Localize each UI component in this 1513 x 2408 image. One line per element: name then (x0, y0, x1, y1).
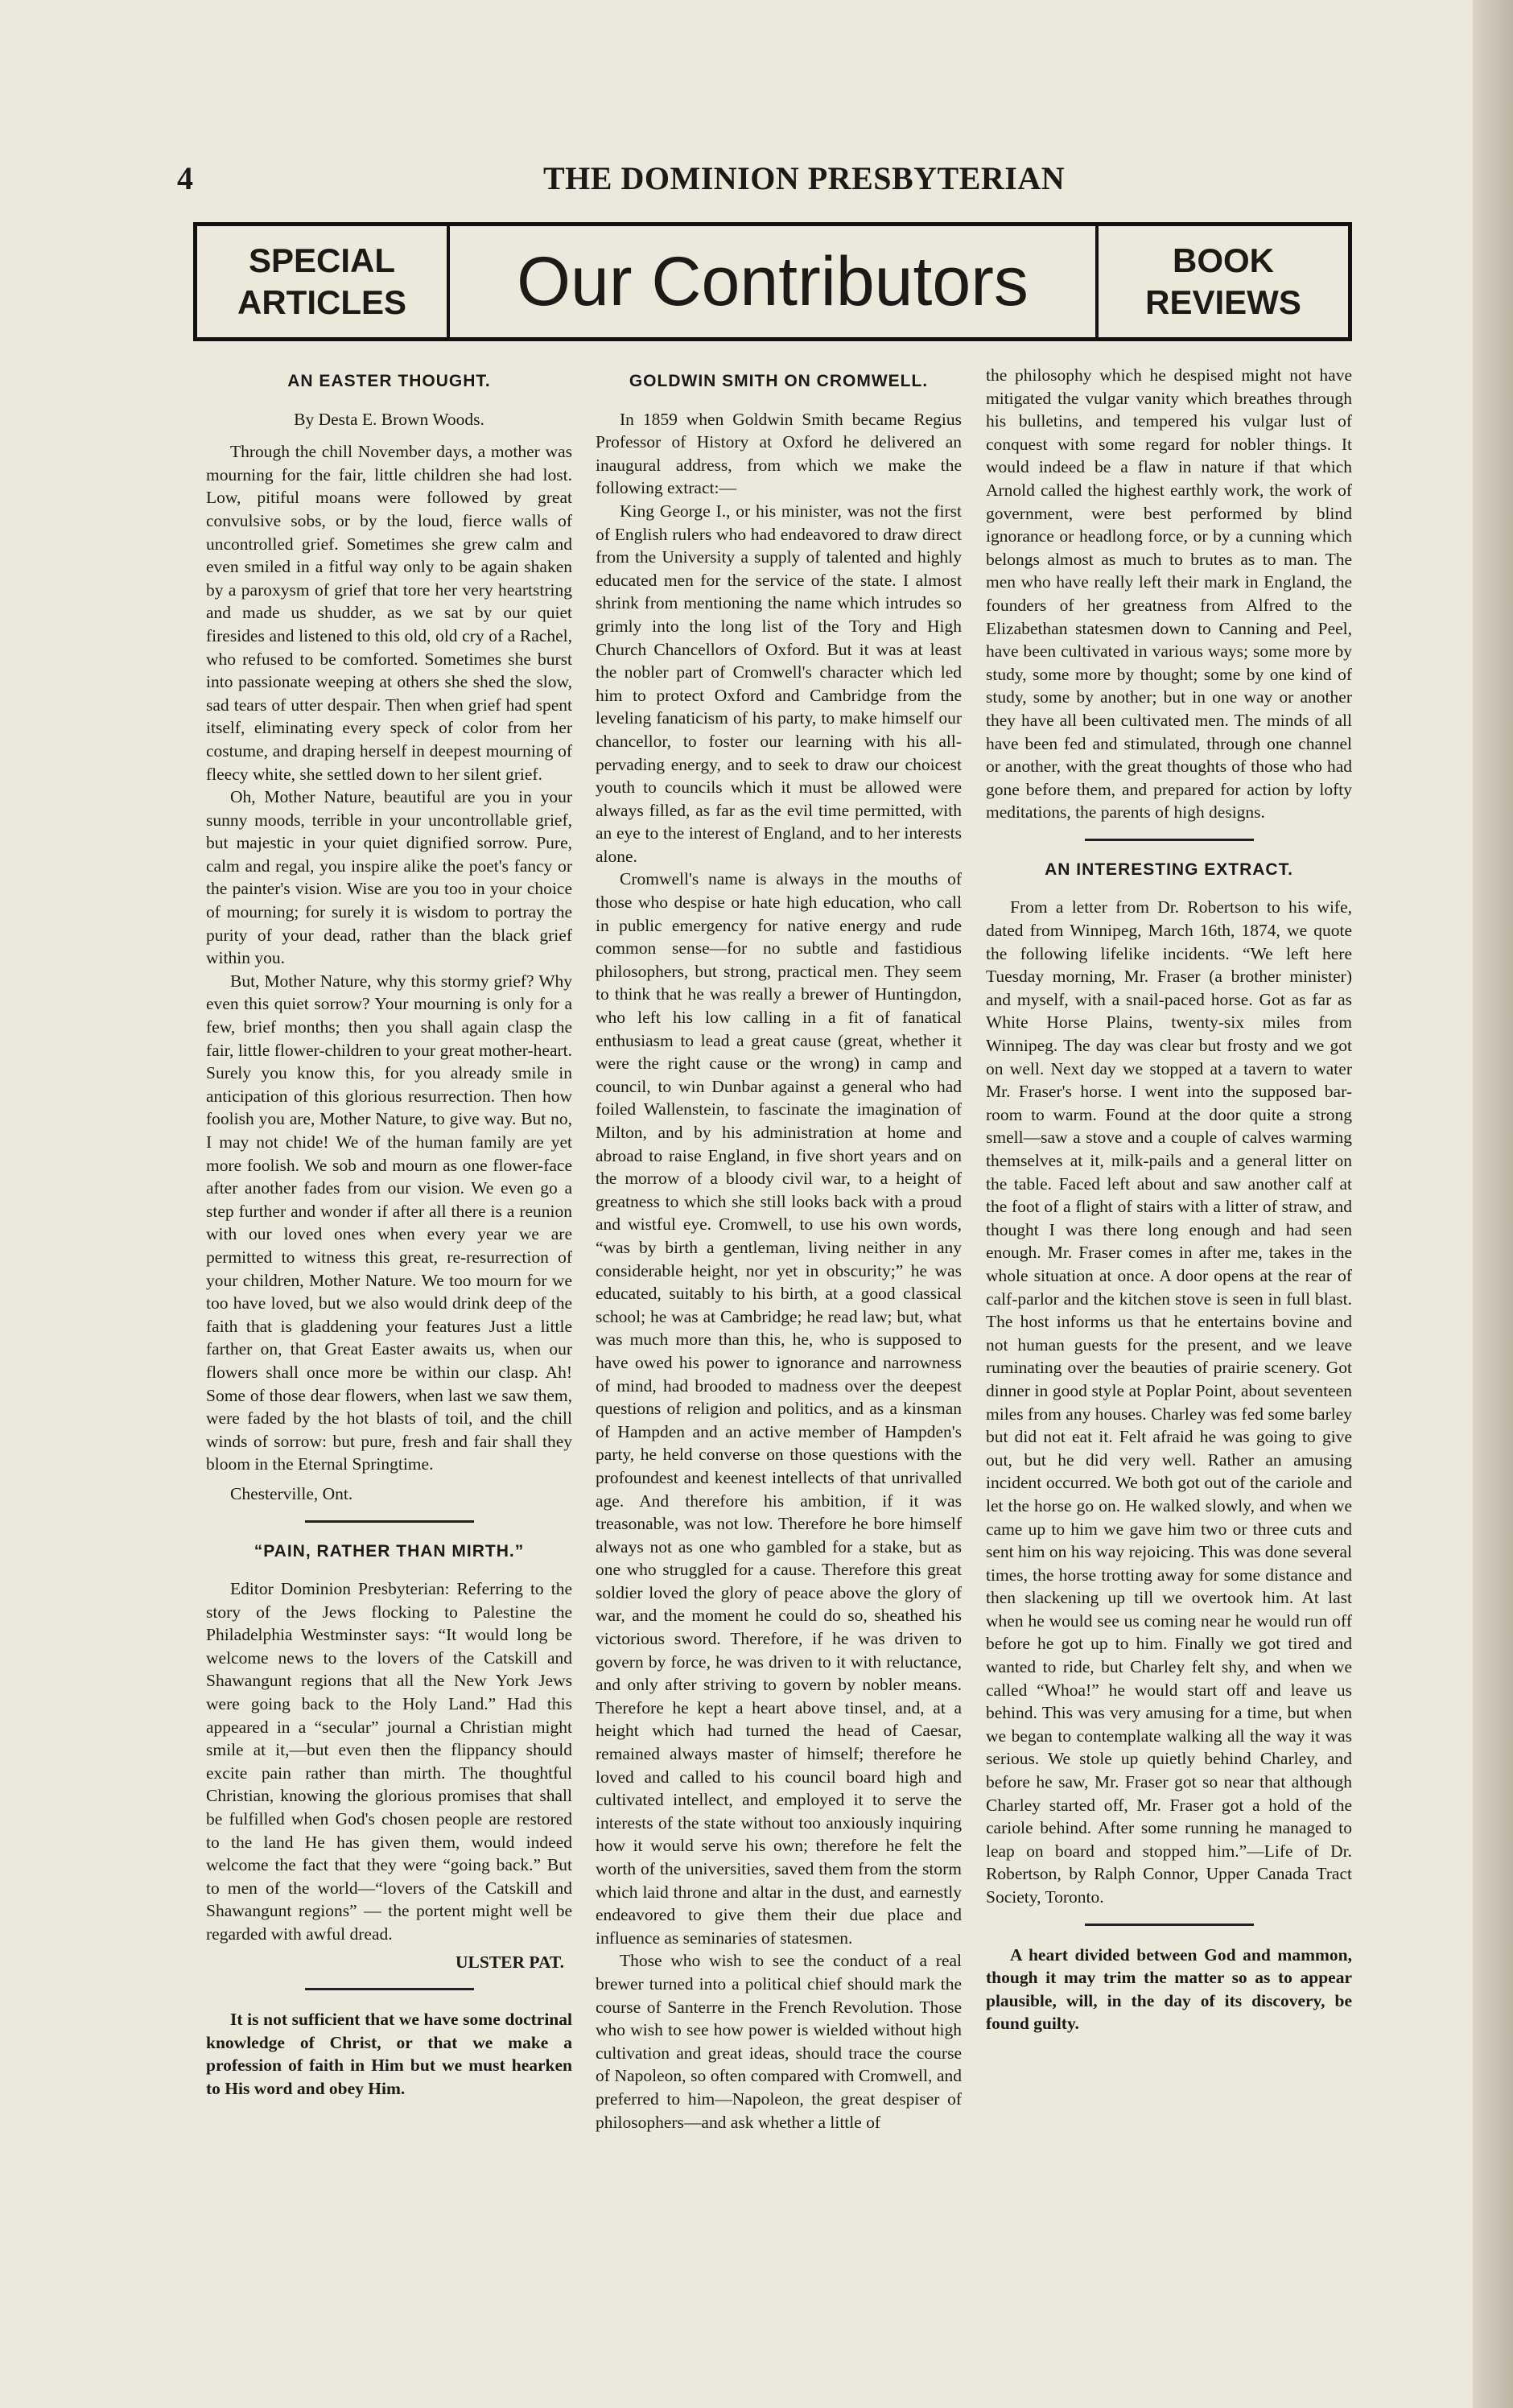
page-number: 4 (177, 160, 193, 196)
newspaper-title: THE DOMINION PRESBYTERIAN (543, 160, 1066, 196)
paragraph: But, Mother Nature, why this stormy grief? Why even this quiet sorrow? Your mourning is only for a few, brief months; then you shall again clasp the fair, little flower-children to your great mother-heart. Surely you know this, for you already smile in anticipation of this glorious resurrection. Then how foolish you are, Mother Nature, to give way. But no, I may not chide! We of the human family are yet more foolish. We sob and mourn as one flower-face after another fades from our vision. We even go a step further and wonder if after all there is a reunion with our loved ones when every year we are permitted to witness this great, re-resurrection of your children, Mother Nature. We too mourn for we too have loved, but we also would drink deep of the faith that is gladdening your features Just a little farther on, that Great Easter awaits us, when our flowers shall once more be within our clasp. Ah! Some of those dear flowers, when last we saw them, were faded by the hot blasts of toil, and the chill winds of sorrow: but pure, fresh and fair shall they bloom in the Eternal Springtime. (206, 971, 572, 1474)
paragraph-continued: the philosophy which he despised might not have mitigated the vulgar vanity which breathes through his bulletins, and tempered his vulgar lust of conquest with some regard for nobler things. It would indeed be a flaw in nature if that which Arnold called the highest earthly work, the work of government, were best performed by blind ignorance or headlong force, or by a cunning which belongs almost as much to brutes as to man. The men who have really left their mark in England, the founders of her greatness from Alfred to the Elizabethan statesmen down to Canning and Peel, have been cultivated in various ways; some more by study, some more by thought; some by one kind of study, some by another; but in one way or another they have all been cultivated men. The minds of all have been fed and stimulated, through one channel or another, with the great thoughts of those who had gone before them, and prepared for action by lofty meditations, the parents of high designs. (986, 365, 1352, 823)
paragraph: From a letter from Dr. Robertson to his wife, dated from Winnipeg, March 16th, 1874, we quote the following lifelike incidents. “We left here Tuesday morning, Mr. Fraser (a brother minister) and myself, with a snail-paced horse. Got as far as White Horse Plains, twenty-six miles from Winnipeg. The day was clear but frosty and we got on well. Next day we stopped at a tavern to water Mr. Fraser's horse. I went into the supposed bar-room to warm. Found at the door quite a strong smell—saw a stove and a couple of calves warming themselves at it, milk-pails and a general litter on the table. Faced left about and saw another calf at the foot of a flight of stairs with a litter of straw, and thought I was there long enough and had seen enough. Mr. Fraser comes in after me, takes in the whole situation at once. A door opens at the rear of calf-parlor and the kitchen stove is seen in full blast. The host informs us that he entertains bovine and not human guests for the present, and we leave ruminating over the beauties of prairie scenery. Got dinner in good style at Poplar Point, about seventeen miles from any houses. Charley was fed some barley but did not eat it. Felt afraid he was going to give out, but he did very well. Rather an amusing incident occurred. We both got out of the cariole and let the horse go on. He walked slowly, and when we came up to him we gave him two or three cuts and sent him on his way rejoicing. This was done several times, the horse trotting away for some distance and then slackening up till we overtook him. At last when he would see us coming near he would run off before he got up to him. Finally we got tired and wanted to ride, but Charley felt shy, and when we called “Whoa!” he would start off and leave us behind. This was very amusing for a time, but when we began to contemplate walking all the way it was serious. We stole up quietly behind Charley, and before he saw, Mr. Fraser got so near that although Charley started off, Mr. Fraser got a hold of the cariole behind. After some running he managed to leap on board and stopped him.”—Life of Dr. Robertson, by Ralph Connor, Upper Canada Tract Society, Toronto. (986, 897, 1352, 1907)
section-divider (305, 1988, 474, 1990)
column-middle (596, 364, 962, 2134)
paragraph: King George I., or his minister, was not the first of English rulers who had endeavored to draw direct from the University a supply of talented and highly educated men for the service of the state. I almost shrink from mentioning the name which intrudes so grimly into the long list of the Tory and High Church Chancellors of Oxford. But it was at least the nobler part of Cromwell's character which led him to protect Oxford and Cambridge from the leveling fanaticism of his party, to make himself our chancellor, to foster our learning with his all-pervading energy, and to seek to draw our choicest youth to councils which it must be allowed were always filled, as far as the evil time permitted, with an eye to the interest of England, and to her interests alone. (596, 501, 962, 866)
paragraph: Those who wish to see the conduct of a real brewer turned into a political chief should mark the course of Santerre in the French Revolution. Those who wish to see how power is wielded without high cultivation and great ideas, should trace the course of Napoleon, so often compared with Cromwell, and preferred to him—Napoleon, the great despiser of philosophers—and ask whether a little of (596, 1951, 962, 2132)
banner-special-articles (197, 226, 450, 337)
paragraph: Oh, Mother Nature, beautiful are you in your sunny moods, terrible in your uncontrollable grief, but majestic in your quiet dignified sorrow. Pure, calm and regal, you inspire alike the poet's fancy or the painter's vision. Wise are you too in your choice of mourning; for surely it is wisdom to portray the purity of your dead, rather than the black grief within you. (206, 787, 572, 968)
column-left (206, 364, 572, 2101)
paragraph: Cromwell's name is always in the mouths of those who despise or hate high education, who call in public emergency for native energy and rude common sense—for no subtle and fastidious philosophers, but strong, practical men. They seem to think that he was really a brewer of Huntingdon, who left his low calling in a fit of fanatical enthusiasm to lead a great cause (great, whether it were the right cause or the wrong) in camp and council, to win Dunbar against a general who had foiled Wallenstein, to fascinate the imagination of Milton, and by his administration at home and abroad to raise England, in five short years and on the morrow of a bloody civil war, to a height of greatness to which she still looks back with a proud and wistful eye. Cromwell, to use his own words, “was by birth a gentleman, living neither in any considerable height, nor yet in obscurity;” he was educated, suitably to his birth, at a good classical school; he was at Cambridge; he read law; but, what was much more than this, he, who is supposed to have owed his power to ignorance and narrowness of mind, had brooded to madness over the deepest questions of religion and politics, and as a kinsman of Hampden and an active member of Hampden's party, he held converse on those questions with the profoundest and keenest intellects of that unrivalled age. And therefore his ambition, if it was treasonable, was not low. Therefore he bore himself always not as one who gambled for a stake, but as one who struggled for a cause. Therefore this great soldier loved the glory of peace above the glory of war, and the moment he could do so, sheathed his victorious sword. Therefore, if he was driven to govern by force, he was driven to it with reluctance, and only after striving to govern by nobler means. Therefore he kept a heart above tinsel, and, at a height which had turned the head of Caesar, remained always master of himself; therefore he loved and called to his council board high and cultivated intellect, and employed it to serve the interests of the state without too anxiously inquiring how it would serve his own; therefore he felt the worth of the universities, saved them from the storm which laid throne and altar in the dust, and earnestly endeavored to give them their due place and influence as seminaries of statesmen. (596, 869, 962, 1948)
section-divider (305, 1520, 474, 1523)
article-heading-extract: AN INTERESTING EXTRACT. (1045, 860, 1293, 879)
paragraph: In 1859 when Goldwin Smith became Regius Professor of History at Oxford he delivered an inaugural address, from which we make the following extract:— (596, 409, 962, 498)
closing-paragraph: It is not sufficient that we have some doctrinal knowledge of Christ, or that we make a profession of faith in Him but we must hearken to His word and obey Him. (206, 2010, 572, 2098)
article-heading-easter: AN EASTER THOUGHT. (287, 372, 491, 390)
page-header (177, 159, 1066, 204)
section-divider (1085, 839, 1254, 841)
banner-book-reviews (1095, 226, 1348, 337)
banner-right-line1: BOOK (1173, 241, 1274, 279)
article-signature: ULSTER PAT. (456, 1952, 564, 1972)
paragraph: Through the chill November days, a mother was mourning for the fair, little children she had lost. Low, pitiful moans were followed by great convulsive sobs, or by the loud, fierce walls of uncontrolled grief. Sometimes she grew calm and even smiled in a fitful way only to be again shaken by a paroxysm of grief that tore her very heartstring and made us shudder, as we sat by our quiet firesides and listened to this old, old cry of a Rachel, who refused to be comforted. Sometimes she burst into passionate weeping at others she shed the slow, sad tears of utter despair. Then when grief had spent itself, eliminating every speck of color from her costume, and draping herself in deepest mourning of fleecy white, she settled down to her silent grief. (206, 442, 572, 784)
banner-left-line2: ARTICLES (237, 283, 406, 321)
page-edge-shadow (1473, 0, 1513, 2408)
article-dateline: Chesterville, Ont. (230, 1483, 353, 1503)
banner-right-line2: REVIEWS (1145, 283, 1301, 321)
paragraph: Editor Dominion Presbyterian: Referring to the story of the Jews flocking to Palestine the Philadelphia Westminster says: “It would long be welcome news to the lovers of the Catskill and Shawangunt regions that all the New York Jews were going back to the Holy Land.” Had this appeared in a “secular” journal a Christian might smile at it,—but even then the flippancy should excite pain rather than mirth. The thoughtful Christian, knowing the glorious promises that shall be fulfilled when God's chosen people are restored to the land He has given them, would indeed welcome the fact that they were “going back.” But to men of the world—“lovers of the Catskill and Shawangunt regions” — the portent might well be regarded with awful dread. (206, 1579, 572, 1944)
column-right (986, 364, 1352, 2035)
article-heading-cromwell: GOLDWIN SMITH ON CROMWELL. (629, 372, 929, 390)
article-byline: By Desta E. Brown Woods. (294, 409, 484, 429)
section-banner (193, 222, 1352, 341)
section-divider (1085, 1924, 1254, 1926)
banner-left-line1: SPECIAL (248, 241, 396, 279)
closing-paragraph: A heart divided between God and mammon, though it may trim the matter so as to appear plausible, will, in the day of its discovery, be found guilty. (986, 1944, 1352, 2034)
banner-section-title: Our Contributors (517, 242, 1029, 320)
article-heading-pain: “PAIN, RATHER THAN MIRTH.” (254, 1541, 525, 1561)
